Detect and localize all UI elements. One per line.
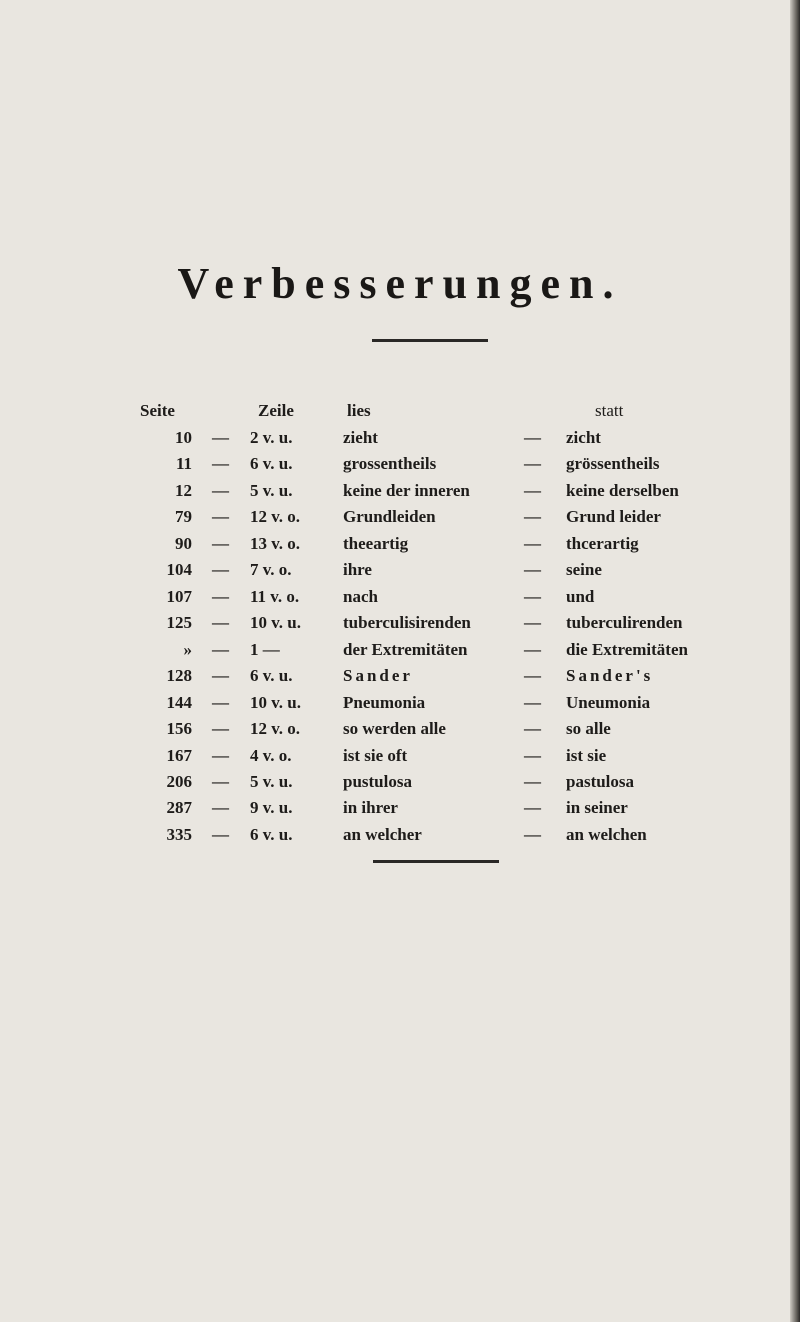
header-lies: lies <box>347 401 371 420</box>
row-dash: — <box>524 746 541 765</box>
row-dash: — <box>212 719 229 738</box>
row-zeile: 2 v. u. <box>250 428 293 447</box>
row-zeile: 1 — <box>250 640 280 659</box>
row-dash: — <box>212 666 229 685</box>
row-dash: — <box>524 534 541 553</box>
row-seite: » <box>183 640 192 659</box>
row-zeile: 6 v. u. <box>250 825 293 844</box>
errata-row <box>0 716 800 742</box>
row-dash: — <box>212 481 229 500</box>
errata-row <box>0 663 800 689</box>
row-seite: 144 <box>166 693 192 712</box>
row-seite: 79 <box>175 507 192 526</box>
errata-row <box>0 795 800 821</box>
row-seite: 206 <box>166 772 192 791</box>
errata-row <box>0 822 800 848</box>
row-lies: nach <box>343 587 378 606</box>
row-zeile: 6 v. u. <box>250 454 293 473</box>
row-dash: — <box>524 481 541 500</box>
errata-row <box>0 690 800 716</box>
row-statt: thcerartig <box>566 534 639 553</box>
errata-row <box>0 451 800 477</box>
row-lies: ihre <box>343 560 372 579</box>
row-statt: an welchen <box>566 825 647 844</box>
row-lies: zieht <box>343 428 378 447</box>
errata-row <box>0 584 800 610</box>
row-lies: keine der inneren <box>343 481 470 500</box>
row-statt: in seiner <box>566 798 628 817</box>
errata-row <box>0 425 800 451</box>
row-lies: Pneumonia <box>343 693 426 712</box>
row-lies: Grundleiden <box>343 507 436 526</box>
row-dash: — <box>212 560 229 579</box>
row-seite: 90 <box>175 534 192 553</box>
row-dash: — <box>524 428 541 447</box>
errata-row <box>0 637 800 663</box>
row-lies: in ihrer <box>343 798 398 817</box>
row-dash: — <box>524 666 541 685</box>
row-lies: Sander <box>343 666 413 685</box>
row-seite: 10 <box>175 428 192 447</box>
errata-header <box>0 398 800 424</box>
row-seite: 287 <box>166 798 192 817</box>
header-statt: statt <box>595 401 624 420</box>
row-zeile: 9 v. u. <box>250 798 293 817</box>
row-zeile: 6 v. u. <box>250 666 293 685</box>
row-zeile: 10 v. u. <box>250 613 302 632</box>
row-dash: — <box>524 560 541 579</box>
row-dash: — <box>212 746 229 765</box>
row-zeile: 5 v. u. <box>250 481 293 500</box>
row-zeile: 7 v. o. <box>250 560 292 579</box>
page-title: Verbesserungen. <box>177 259 623 308</box>
errata-row <box>0 478 800 504</box>
row-lies: der Extremitäten <box>343 640 468 659</box>
row-statt: keine derselben <box>566 481 679 500</box>
row-seite: 107 <box>166 587 192 606</box>
row-seite: 12 <box>175 481 192 500</box>
errata-row <box>0 557 800 583</box>
row-lies: grossentheils <box>343 454 437 473</box>
row-zeile: 5 v. u. <box>250 772 293 791</box>
row-zeile: 13 v. o. <box>250 534 301 553</box>
row-statt: Uneumonia <box>566 693 651 712</box>
row-zeile: 11 v. o. <box>250 587 300 606</box>
row-lies: an welcher <box>343 825 422 844</box>
row-zeile: 4 v. o. <box>250 746 292 765</box>
row-lies: tuberculisirenden <box>343 613 471 632</box>
row-dash: — <box>524 507 541 526</box>
row-zeile: 10 v. u. <box>250 693 302 712</box>
row-statt: die Extremitäten <box>566 640 688 659</box>
errata-row <box>0 610 800 636</box>
header-seite: Seite <box>140 401 175 420</box>
row-lies: theeartig <box>343 534 409 553</box>
row-dash: — <box>212 825 229 844</box>
row-statt: seine <box>566 560 602 579</box>
row-dash: — <box>212 613 229 632</box>
row-seite: 104 <box>166 560 192 579</box>
row-zeile: 12 v. o. <box>250 719 301 738</box>
errata-row <box>0 769 800 795</box>
row-dash: — <box>212 772 229 791</box>
row-lies: so werden alle <box>343 719 446 738</box>
row-dash: — <box>212 798 229 817</box>
errata-row <box>0 504 800 530</box>
row-statt: tuberculirenden <box>566 613 683 632</box>
row-statt: zicht <box>566 428 601 447</box>
errata-row <box>0 531 800 557</box>
row-statt: pastulosa <box>566 772 635 791</box>
row-seite: 125 <box>166 613 192 632</box>
row-dash: — <box>524 693 541 712</box>
row-dash: — <box>212 534 229 553</box>
row-seite: 156 <box>166 719 192 738</box>
row-dash: — <box>212 507 229 526</box>
row-dash: — <box>524 454 541 473</box>
row-dash: — <box>212 428 229 447</box>
row-statt: Sander's <box>566 666 654 685</box>
end-divider <box>373 860 499 863</box>
row-lies: pustulosa <box>343 772 412 791</box>
header-zeile: Zeile <box>258 401 294 420</box>
row-statt: und <box>566 587 595 606</box>
title-divider <box>372 339 488 342</box>
row-dash: — <box>212 640 229 659</box>
row-statt: so alle <box>566 719 611 738</box>
row-zeile: 12 v. o. <box>250 507 301 526</box>
row-dash: — <box>212 454 229 473</box>
row-seite: 167 <box>166 746 192 765</box>
row-statt: grössentheils <box>566 454 660 473</box>
row-dash: — <box>524 798 541 817</box>
row-dash: — <box>524 719 541 738</box>
row-seite: 11 <box>175 454 192 473</box>
row-dash: — <box>524 772 541 791</box>
row-dash: — <box>524 825 541 844</box>
row-dash: — <box>212 587 229 606</box>
row-statt: Grund leider <box>566 507 661 526</box>
row-dash: — <box>524 613 541 632</box>
row-lies: ist sie oft <box>343 746 408 765</box>
row-dash: — <box>212 693 229 712</box>
row-seite: 128 <box>166 666 192 685</box>
errata-row <box>0 743 800 769</box>
row-statt: ist sie <box>566 746 607 765</box>
row-dash: — <box>524 640 541 659</box>
row-seite: 335 <box>166 825 192 844</box>
row-dash: — <box>524 587 541 606</box>
